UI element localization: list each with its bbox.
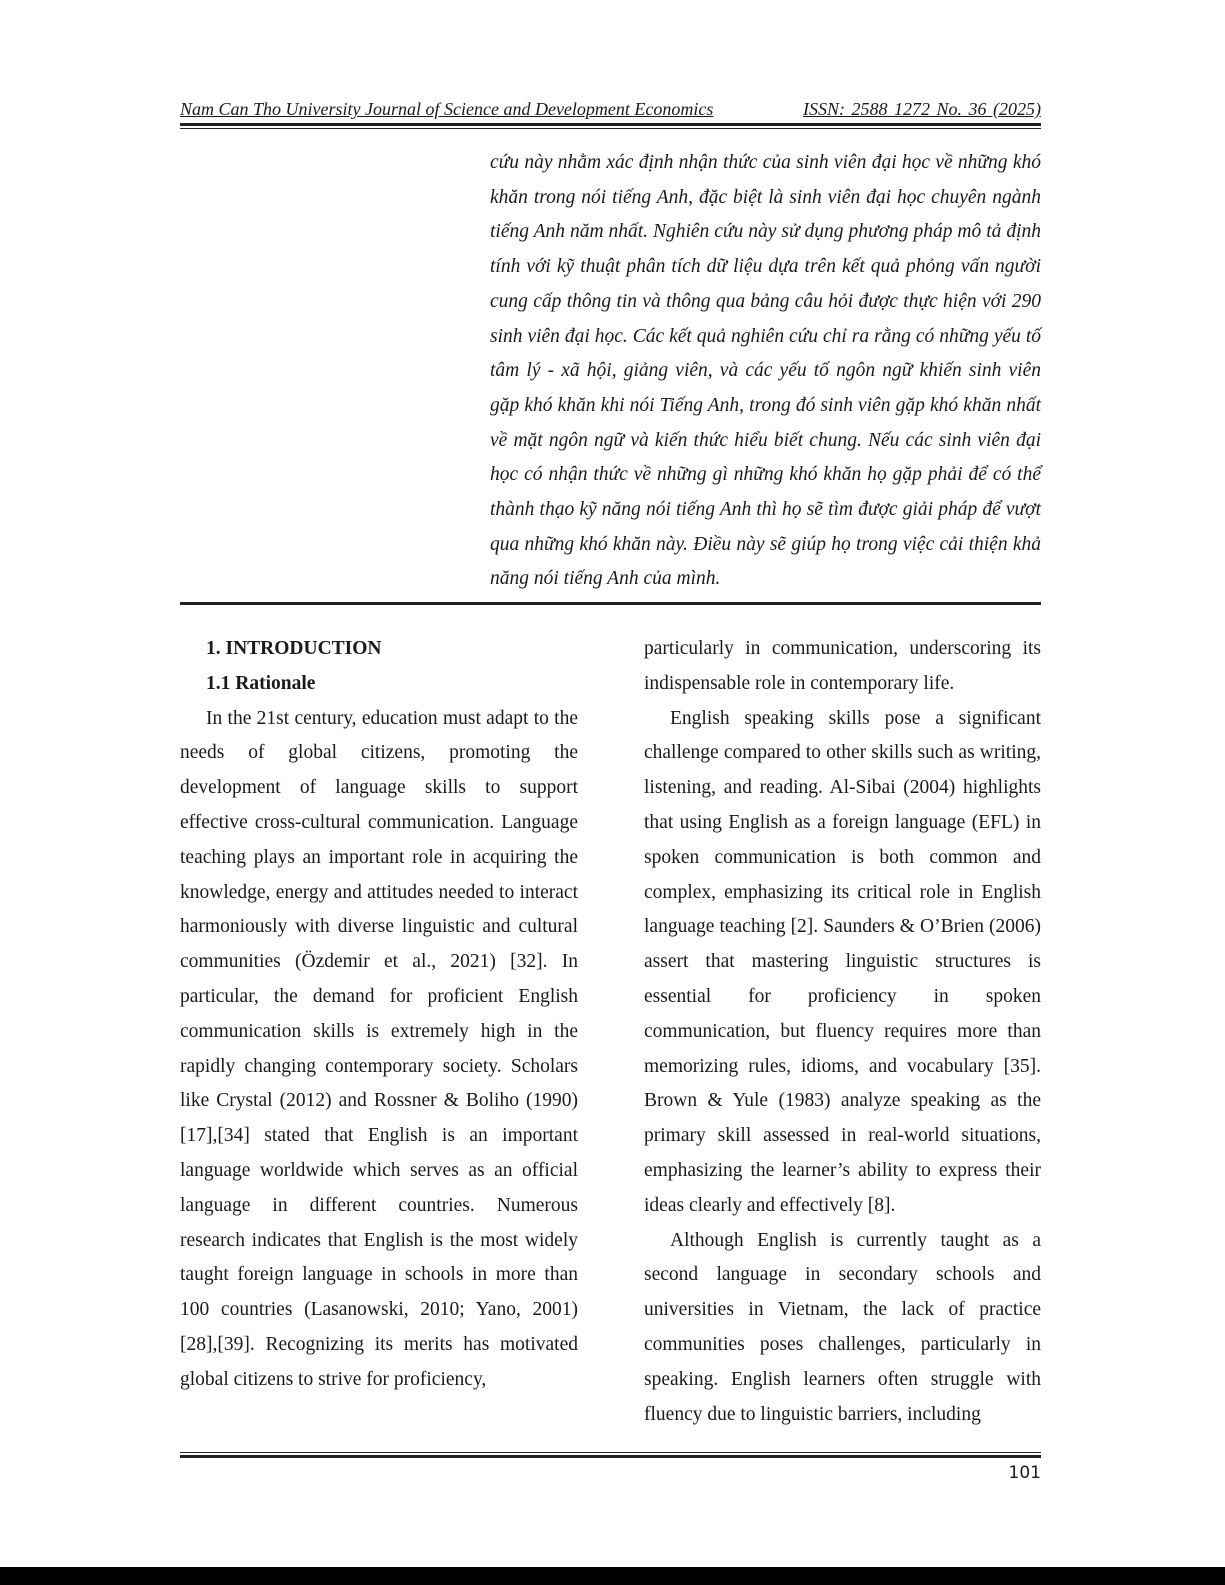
paragraph: particularly in communication, underscoring its indispensable role in contemporary life.: [644, 638, 1041, 694]
section-heading: 1. INTRODUCTION: [206, 638, 382, 659]
header-rule: [180, 123, 1041, 129]
left-column: [180, 632, 578, 1398]
journal-title: Nam Can Tho University Journal of Science and Development Economics: [180, 99, 714, 119]
page-number: 101: [1008, 1463, 1041, 1483]
abstract-rule: [180, 602, 1041, 605]
footer-rule: [180, 1452, 1041, 1458]
paragraph: Although English is currently taught as a second language in secondary schools and universities in Vietnam, the lack of practice communities poses challenges, particularly in speaking. English learners often struggle with fluency due to linguistic barriers, including: [644, 1229, 1041, 1425]
paragraph: In the 21st century, education must adapt to the needs of global citizens, promoting the development of language skills to support effective cross-cultural communication. Language teaching plays an important role in acquiring the knowledge, energy and attitudes needed to interact harmoniously with diverse linguistic and cultural communities (Özdemir et al., 2021) [32]. In particular, the demand for proficient English communication skills is extremely high in the rapidly changing contemporary society. Scholars like Crystal (2012) and Rossner & Boliho (1990) [17],[34] stated that English is an important language worldwide which serves as an official language in different countries. Numerous research indicates that English is the most widely taught foreign language in schools in more than 100 countries (Lasanowski, 2010; Yano, 2001) [28],[39]. Recognizing its merits has motivated global citizens to strive for proficiency,: [180, 707, 578, 1390]
paragraph: English speaking skills pose a significant challenge compared to other skills such as writing, listening, and reading. Al-Sibai (2004) highlights that using English as a foreign language (EFL) in spoken communication is both common and complex, emphasizing its critical role in English language teaching [2]. Saunders & O’Brien (2006) assert that mastering linguistic structures is essential for proficiency in spoken communication, but fluency requires more than memorizing rules, idioms, and vocabulary [35]. Brown & Yule (1983) analyze speaking as the primary skill assessed in real-world situations, emphasizing the learner’s ability to express their ideas clearly and effectively [8].: [644, 707, 1041, 1216]
abstract-continuation: [490, 146, 1041, 597]
issn-issue: ISSN: 2588 1272 No. 36 (2025): [803, 99, 1041, 119]
right-column: [644, 632, 1041, 1432]
running-header: [180, 98, 1041, 120]
scan-edge-bar: [0, 1567, 1225, 1585]
abstract-text: cứu này nhằm xác định nhận thức của sinh viên đại học về những khó khăn trong nói tiếng Anh, đặc biệt là sinh viên đại học chuyên ngành tiếng Anh năm nhất. Nghiên cứu này sử dụng phương pháp mô tả định tính với kỹ thuật phân tích dữ liệu dựa trên kết quả phỏng vấn người cung cấp thông tin và thông qua bảng câu hỏi được thực hiện với 290 sinh viên đại học. Các kết quả nghiên cứu chỉ ra rằng có những yếu tố tâm lý - xã hội, giảng viên, và các yếu tố ngôn ngữ khiến sinh viên gặp khó khăn khi nói Tiếng Anh, trong đó sinh viên gặp khó khăn nhất về mặt ngôn ngữ và kiến thức hiểu biết chung. Nếu các sinh viên đại học có nhận thức về những gì những khó khăn họ gặp phải để có thể thành thạo kỹ năng nói tiếng Anh thì họ sẽ tìm được giải pháp để vượt qua những khó khăn này. Điều này sẽ giúp họ trong việc cải thiện khả năng nói tiếng Anh của mình.: [490, 152, 1041, 590]
subsection-heading: 1.1 Rationale: [206, 672, 316, 694]
